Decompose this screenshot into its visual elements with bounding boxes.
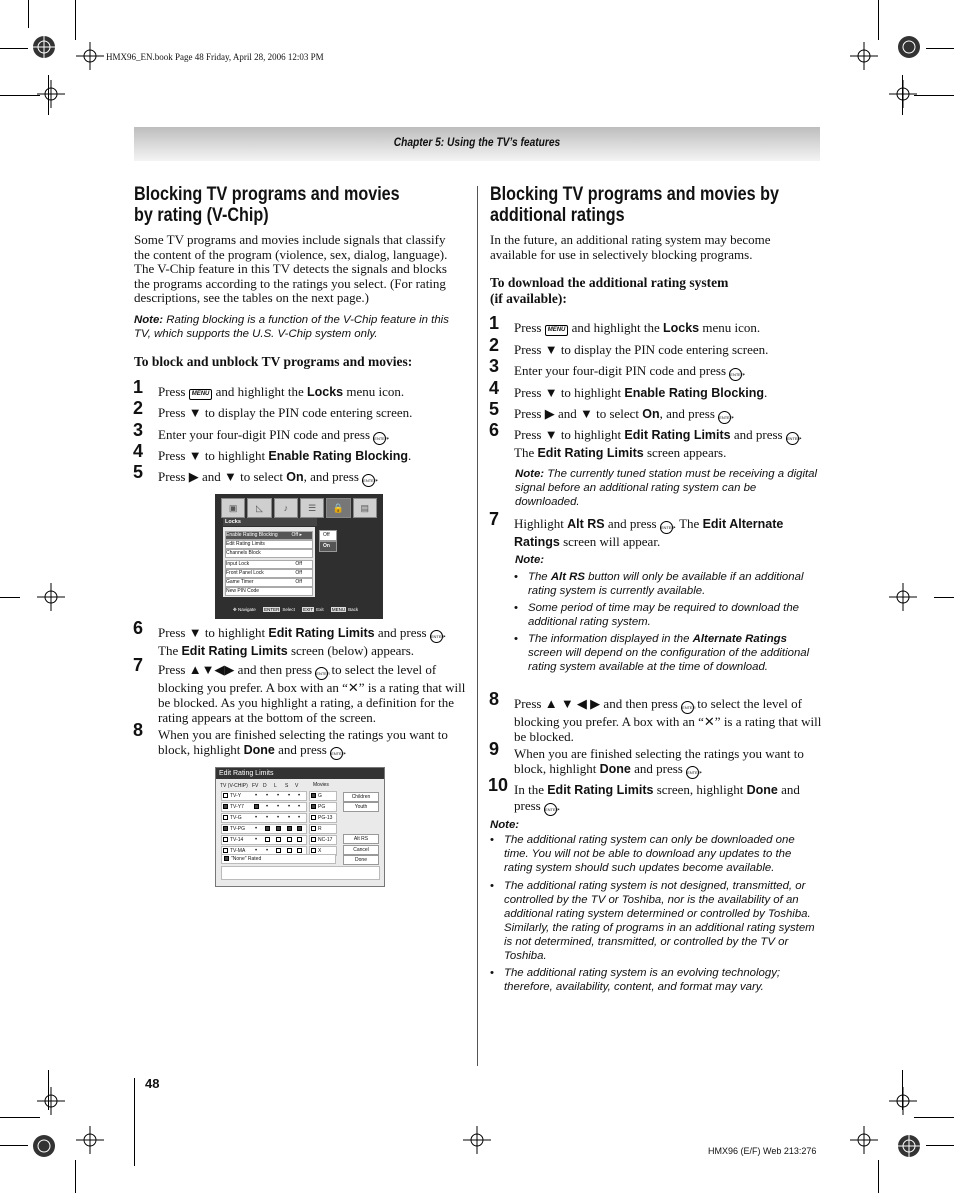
movie-rating-row (309, 813, 337, 823)
music-tab-icon: ♪ (274, 498, 298, 518)
content-dot: • (288, 793, 291, 799)
enter-key-icon: ENTER (729, 368, 742, 381)
col-d: D (263, 783, 267, 789)
crosshair-icon (76, 42, 104, 70)
cancel-button: Cancel (343, 845, 379, 855)
movie-rating-label: PG (318, 804, 326, 810)
content-checkbox (287, 837, 292, 842)
content-dot: • (266, 804, 269, 810)
column-divider (477, 186, 478, 1066)
right-step-1: 1 Press MENU and highlight the Locks menu icon. (489, 313, 761, 335)
youth-button: Youth (343, 802, 379, 812)
movie-rating-row (309, 791, 337, 801)
right-step-7-bullet-3: • The information displayed in the Alternate Ratings screen will depend on the configuration of the additional rating system available at the time of download. (528, 632, 822, 674)
registration-mark-icon (30, 1132, 58, 1160)
left-step-5: 5 Press ▶ and ▼ to select On, and press ENTER. (158, 469, 468, 487)
enter-key-icon: ENTER (681, 701, 694, 714)
content-dot: • (277, 815, 280, 821)
none-rated-row: "None" Rated (221, 854, 336, 864)
menu-row-edit-rating-limits: Edit Rating Limits (225, 540, 313, 549)
tv-rating-row (221, 835, 307, 845)
crosshair-icon (850, 42, 878, 70)
content-dot: • (266, 815, 269, 821)
content-dot: • (255, 826, 258, 832)
movie-rating-checkbox (311, 815, 316, 820)
content-dot: • (266, 848, 269, 854)
registration-mark-icon (30, 33, 58, 61)
tv-rating-label: TV-MA (230, 848, 246, 854)
right-step-7-note-label: Note: (515, 554, 545, 566)
right-step-3: 3 Enter your four-digit PIN code and press ENTER. (514, 363, 824, 381)
movie-rating-label: NC-17 (318, 837, 333, 843)
popup-option-on: On (319, 541, 337, 552)
children-button: Children (343, 792, 379, 802)
chapter-title: Chapter 5: Using the TV’s features (393, 135, 561, 149)
tv-rating-label: TV-PG (230, 826, 246, 832)
content-checkbox (287, 826, 292, 831)
content-checkbox (297, 848, 302, 853)
locks-menu-list (223, 527, 315, 597)
movie-rating-row (309, 835, 337, 845)
registration-mark-icon (895, 33, 923, 61)
content-dot: • (277, 804, 280, 810)
left-note: Note: Rating blocking is a function of the V-Chip feature in this TV, which supports the U.S. V-Chip system only. (134, 314, 449, 340)
movie-rating-checkbox (311, 826, 316, 831)
tv-rating-label: TV-G (230, 815, 242, 821)
left-subheading: To block and unblock TV programs and movies: (134, 354, 413, 369)
tv-rating-checkbox (223, 815, 228, 820)
right-step-2: 2 Press ▼ to display the PIN code entering screen. (489, 335, 769, 357)
page-number-rule (134, 1078, 135, 1166)
movie-rating-row (309, 802, 337, 812)
left-step-6: 6 Press ▼ to highlight Edit Rating Limits and press ENTER. The Edit Rating Limits screen (below) appears. (133, 618, 447, 658)
content-checkbox (297, 837, 302, 842)
crosshair-icon (889, 1087, 917, 1115)
menu-row-input-lock: Input Lock Off (225, 560, 313, 569)
rating-description-area (221, 866, 380, 880)
edit-rating-limits-screenshot (215, 767, 385, 887)
content-dot: • (288, 815, 291, 821)
tv-rating-row (221, 813, 307, 823)
menu-key-icon: MENU (545, 325, 569, 336)
enter-key-icon: ENTER (686, 766, 699, 779)
tv-rating-checkbox (223, 826, 228, 831)
movie-rating-row (309, 824, 337, 834)
right-step-7-bullet-1: • The Alt RS button will only be available if an additional rating system is currently available. (528, 570, 822, 598)
tv-rating-checkbox (223, 804, 228, 809)
rating-screen-heading: Edit Rating Limits (216, 768, 384, 779)
col-v: V (295, 783, 299, 789)
menu-row-channels-block: Channels Block (225, 549, 313, 558)
content-dot: • (255, 815, 258, 821)
right-note-bullet-1: • The additional rating system can only be downloaded one time. You will not be able to download any updates to the rating system should such updates become available. (504, 833, 822, 875)
right-step-4: 4 Press ▼ to highlight Enable Rating Blocking. (489, 378, 768, 400)
content-dot: • (255, 848, 258, 854)
audio-tab-icon: ◺ (247, 498, 271, 518)
book-info-line: HMX96_EN.book Page 48 Friday, April 28, 2006 12:03 PM (106, 52, 324, 62)
tv-rating-label: TV-Y (230, 793, 242, 799)
content-checkbox (287, 848, 292, 853)
left-step-1: 1 Press MENU and highlight the Locks menu icon. (133, 377, 405, 399)
tv-rating-label: TV-Y7 (230, 804, 244, 810)
tv-rating-row (221, 824, 307, 834)
menu-row-game-timer: Game Timer Off (225, 578, 313, 587)
content-dot: • (266, 793, 269, 799)
crosshair-icon (889, 583, 917, 611)
footer-code: HMX96 (E/F) Web 213:276 (708, 1146, 817, 1156)
crosshair-icon (37, 583, 65, 611)
on-off-popup (319, 530, 337, 550)
enter-key-icon: ENTER (430, 630, 443, 643)
right-step-5: 5 Press ▶ and ▼ to select On, and press ENTER. (514, 406, 824, 424)
popup-option-off: Off (319, 530, 337, 541)
done-button: Done (343, 855, 379, 865)
menu-row-enable-rating-blocking: Enable Rating Blocking Off ▸ (225, 531, 313, 540)
tv-rating-label: TV-14 (230, 837, 244, 843)
navigate-icon: ✥ (233, 607, 237, 612)
left-step-7: 7 Press ▲▼◀▶ and then press ENTER to select the level of blocking you prefer. A box with an “✕” is a rating that will be blocked. As you highlight a rating, a definition for the rating appears at the bottom of the screen. (133, 655, 466, 725)
menu-key-icon: MENU (189, 389, 213, 400)
menu-row-front-panel-lock: Front Panel Lock Off (225, 569, 313, 578)
tv-rating-checkbox (223, 848, 228, 853)
left-step-4: 4 Press ▼ to highlight Enable Rating Blocking. (133, 441, 412, 463)
setup-tab-icon: ☰ (300, 498, 324, 518)
tv-vchip-header: TV (V-CHIP) (220, 783, 248, 789)
enter-key-icon: ENTER (362, 474, 375, 487)
right-subheading: To download the additional rating system (if available): (490, 275, 729, 306)
left-section-title: Blocking TV programs and movies by rating (V-Chip) (134, 184, 400, 226)
enter-key-icon: ENTER (373, 432, 386, 445)
content-checkbox (276, 826, 281, 831)
crosshair-icon (76, 1126, 104, 1154)
content-checkbox (297, 826, 302, 831)
movie-rating-checkbox (311, 793, 316, 798)
none-rated-checkbox (224, 856, 229, 861)
tv-rating-checkbox (223, 837, 228, 842)
movie-rating-checkbox (311, 837, 316, 842)
right-step-7-bullet-2: • Some period of time may be required to download the additional rating system. (528, 601, 822, 629)
crosshair-icon (850, 1126, 878, 1154)
locks-menu-heading: Locks (223, 518, 317, 526)
applications-tab-icon: ▤ (353, 498, 377, 518)
registration-mark-icon (895, 1132, 923, 1160)
enter-key-icon: ENTER (718, 411, 731, 424)
movie-rating-label: X (318, 848, 322, 854)
content-checkbox (276, 837, 281, 842)
tv-rating-row (221, 791, 307, 801)
right-step-7: 7 Highlight Alt RS and press ENTER. The Edit Alternate Ratings screen will appear. (489, 509, 784, 549)
crosshair-icon (37, 1087, 65, 1115)
movie-rating-checkbox (311, 804, 316, 809)
left-step-2: 2 Press ▼ to display the PIN code entering screen. (133, 398, 413, 420)
tv-rating-checkbox (223, 793, 228, 798)
crosshair-icon (889, 80, 917, 108)
enter-key-icon: ENTER (544, 803, 557, 816)
content-dot: • (255, 793, 258, 799)
movie-rating-checkbox (311, 848, 316, 853)
locks-tab-icon: 🔒 (326, 498, 350, 518)
right-step-6-note: Note: The currently tuned station must be receiving a digital signal before an additional rating system can be downloaded. (515, 468, 818, 508)
right-note-bullet-2: • The additional rating system is not designed, transmitted, or controlled by the TV or Toshiba, nor is the availability of an additional rating system determined or controlled by Toshiba. Similarly, the rating of programs in an additional rating system is not determined, transmitted, or controlled by the TV or Toshiba. (504, 879, 822, 963)
content-checkbox (265, 837, 270, 842)
right-section-title: Blocking TV programs and movies by additional ratings (490, 184, 779, 226)
right-note-bullet-3: • The additional rating system is an evolving technology; therefore, availability, content, and format may vary. (504, 966, 822, 994)
tv-rating-row (221, 802, 307, 812)
content-dot: • (277, 793, 280, 799)
content-checkbox (254, 804, 259, 809)
picture-tab-icon: ▣ (221, 498, 245, 518)
right-step-8: 8 Press ▲ ▼ ◀ ▶ and then press ENTER to select the level of blocking you prefer. A box with an “✕” is a rating that will be blocked. (489, 689, 822, 744)
left-intro-paragraph: Some TV programs and movies include signals that classify the content of the program (violence, sex, dialog, language). The V-Chip feature in this TV detects the signals and blocks the programs according to the ratings you select. (For rating descriptions, see the tables on the next page.) (134, 232, 448, 306)
right-step-9: 9 When you are finished selecting the ratings you want to block, highlight Done and press ENTER. (514, 746, 824, 779)
menu-footer: ✥ Navigate ENTER Select EXIT Exit MENU Back (233, 607, 359, 612)
col-fv: FV (252, 783, 259, 789)
content-dot: • (288, 804, 291, 810)
content-dot: • (298, 793, 301, 799)
enter-key-icon: ENTER (330, 747, 343, 760)
enter-key-icon: ENTER (315, 667, 328, 680)
right-note-label: Note: (490, 819, 520, 831)
locks-menu-screenshot (215, 494, 383, 619)
col-s: S (285, 783, 289, 789)
chapter-header-bar (134, 127, 820, 161)
content-checkbox (276, 848, 281, 853)
content-dot: • (298, 815, 301, 821)
movie-rating-label: R (318, 826, 322, 832)
crosshair-icon (463, 1126, 491, 1154)
content-checkbox (265, 826, 270, 831)
left-step-8: 8 When you are finished selecting the ratings you want to block, highlight Done and press ENTER. (158, 727, 468, 760)
menu-tabs (221, 498, 377, 518)
alt-rs-button: Alt RS (343, 834, 379, 844)
content-dot: • (298, 804, 301, 810)
movies-header: Movies (313, 782, 329, 788)
col-l: L (274, 783, 277, 789)
right-step-10: 10 In the Edit Rating Limits screen, highlight Done and press ENTER. (514, 782, 824, 816)
page-number: 48 (145, 1076, 160, 1091)
left-step-3: 3 Enter your four-digit PIN code and press ENTER. (158, 427, 468, 445)
movie-rating-label: G (318, 793, 322, 799)
content-dot: • (255, 837, 258, 843)
right-intro-paragraph: In the future, an additional rating system may become available for use in selectively blocking programs. (490, 232, 771, 262)
right-step-6: 6 Press ▼ to highlight Edit Rating Limits and press ENTER. The Edit Rating Limits screen appears. (489, 420, 803, 460)
menu-row-new-pin-code: New PIN Code (225, 587, 313, 596)
enter-key-icon: ENTER (660, 521, 673, 534)
crosshair-icon (37, 80, 65, 108)
movie-rating-label: PG-13 (318, 815, 333, 821)
enter-key-icon: ENTER (786, 432, 799, 445)
